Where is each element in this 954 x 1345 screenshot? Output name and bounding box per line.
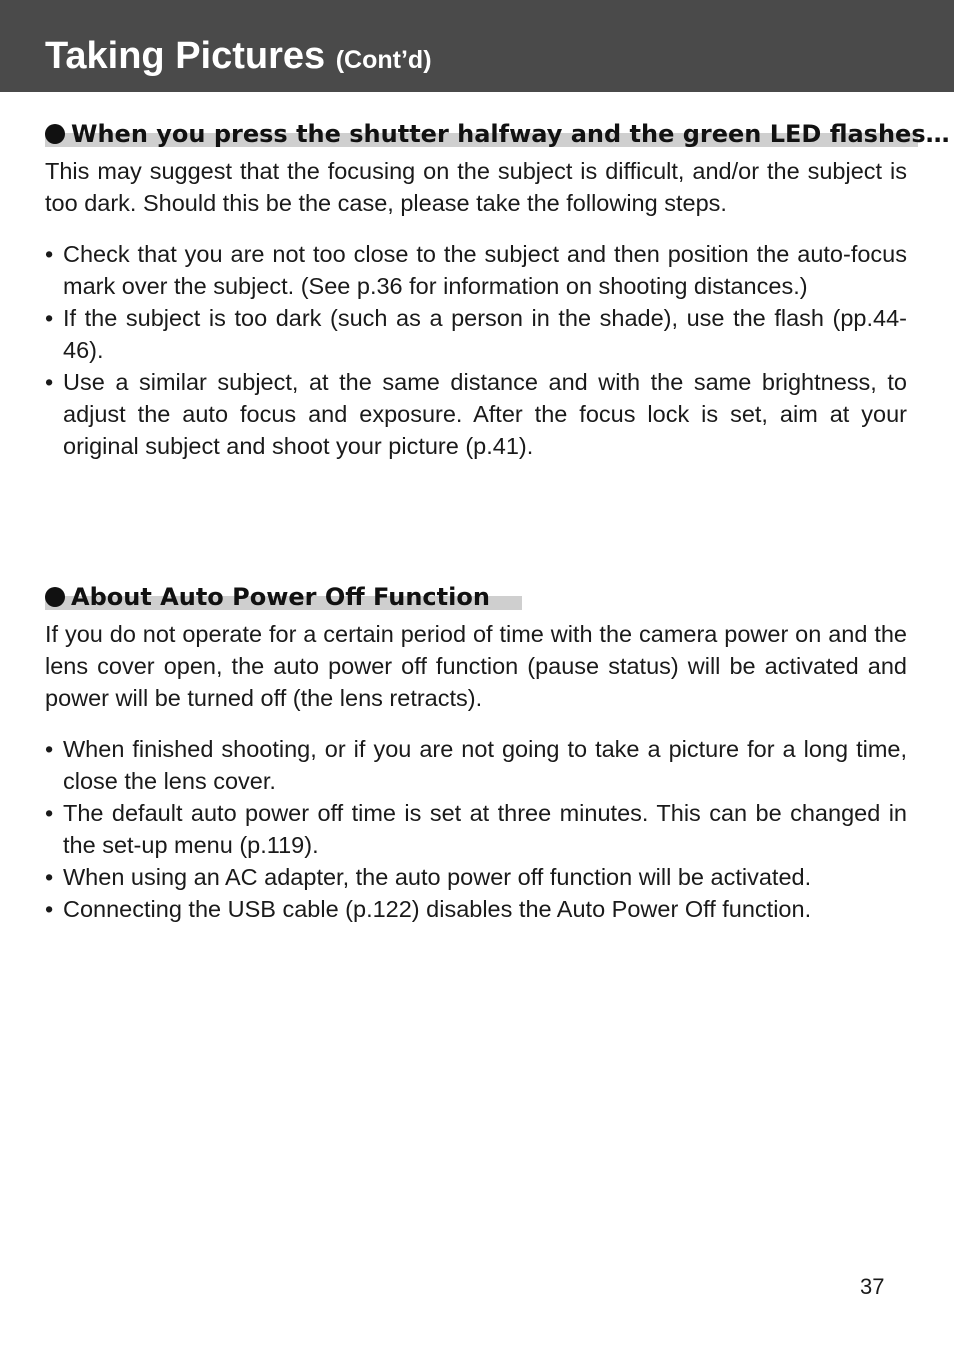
section-heading-green-led bbox=[45, 118, 950, 150]
bullet-mark: • bbox=[45, 864, 54, 890]
list-item-text: Check that you are not too close to the subject and then position the auto-focus mark over the subject. (See p.36 for information on shooting distances.) bbox=[63, 241, 907, 299]
section-intro-auto-power-off: If you do not operate for a certain period of time with the camera power on and the lens cover open, the auto power off function (pause status) will be activated and power will be turned off (the lens retracts). bbox=[45, 621, 907, 711]
bullet-mark: • bbox=[45, 369, 54, 395]
list-item bbox=[45, 302, 907, 366]
bullet-list-green-led bbox=[45, 238, 907, 462]
bullet-mark: • bbox=[45, 305, 54, 331]
section-heading-text: When you press the shutter halfway and the green LED flashes… bbox=[71, 120, 950, 148]
section-intro-green-led: This may suggest that the focusing on the subject is difficult, and/or the subject is too dark. Should this be the case, please take the following steps. bbox=[45, 158, 907, 216]
list-item bbox=[45, 733, 907, 797]
bullet-mark: • bbox=[45, 896, 54, 922]
bullet-list-auto-power-off bbox=[45, 733, 907, 925]
section-heading-text: About Auto Power Off Function bbox=[71, 583, 490, 611]
page-number: 37 bbox=[860, 1274, 885, 1299]
list-item-text: If the subject is too dark (such as a person in the shade), use the flash (pp.44-46). bbox=[63, 305, 907, 363]
list-item-text: When using an AC adapter, the auto power off function will be activated. bbox=[63, 864, 812, 890]
list-item bbox=[45, 238, 907, 302]
filled-circle-icon bbox=[45, 124, 65, 144]
filled-circle-icon bbox=[45, 587, 65, 607]
section-heading-auto-power-off bbox=[45, 581, 522, 613]
list-item-text: Use a similar subject, at the same distance and with the same brightness, to adjust the auto focus and exposure. After the focus lock is set, aim at your original subject and shoot your picture (p.41). bbox=[63, 369, 907, 459]
list-item bbox=[45, 861, 907, 893]
page-title bbox=[45, 34, 432, 82]
page-header bbox=[0, 0, 954, 92]
list-item bbox=[45, 797, 907, 861]
page-title-continued: (Cont’d) bbox=[335, 46, 432, 74]
page-title-text: Taking Pictures bbox=[45, 35, 326, 77]
bullet-mark: • bbox=[45, 241, 54, 267]
bullet-mark: • bbox=[45, 800, 54, 826]
list-item-text: The default auto power off time is set at three minutes. This can be changed in the set-up menu (p.119). bbox=[63, 800, 907, 858]
list-item bbox=[45, 366, 907, 462]
list-item-text: When finished shooting, or if you are not going to take a picture for a long time, close the lens cover. bbox=[63, 736, 907, 794]
list-item bbox=[45, 893, 907, 925]
list-item-text: Connecting the USB cable (p.122) disables the Auto Power Off function. bbox=[63, 896, 812, 922]
bullet-mark: • bbox=[45, 736, 54, 762]
